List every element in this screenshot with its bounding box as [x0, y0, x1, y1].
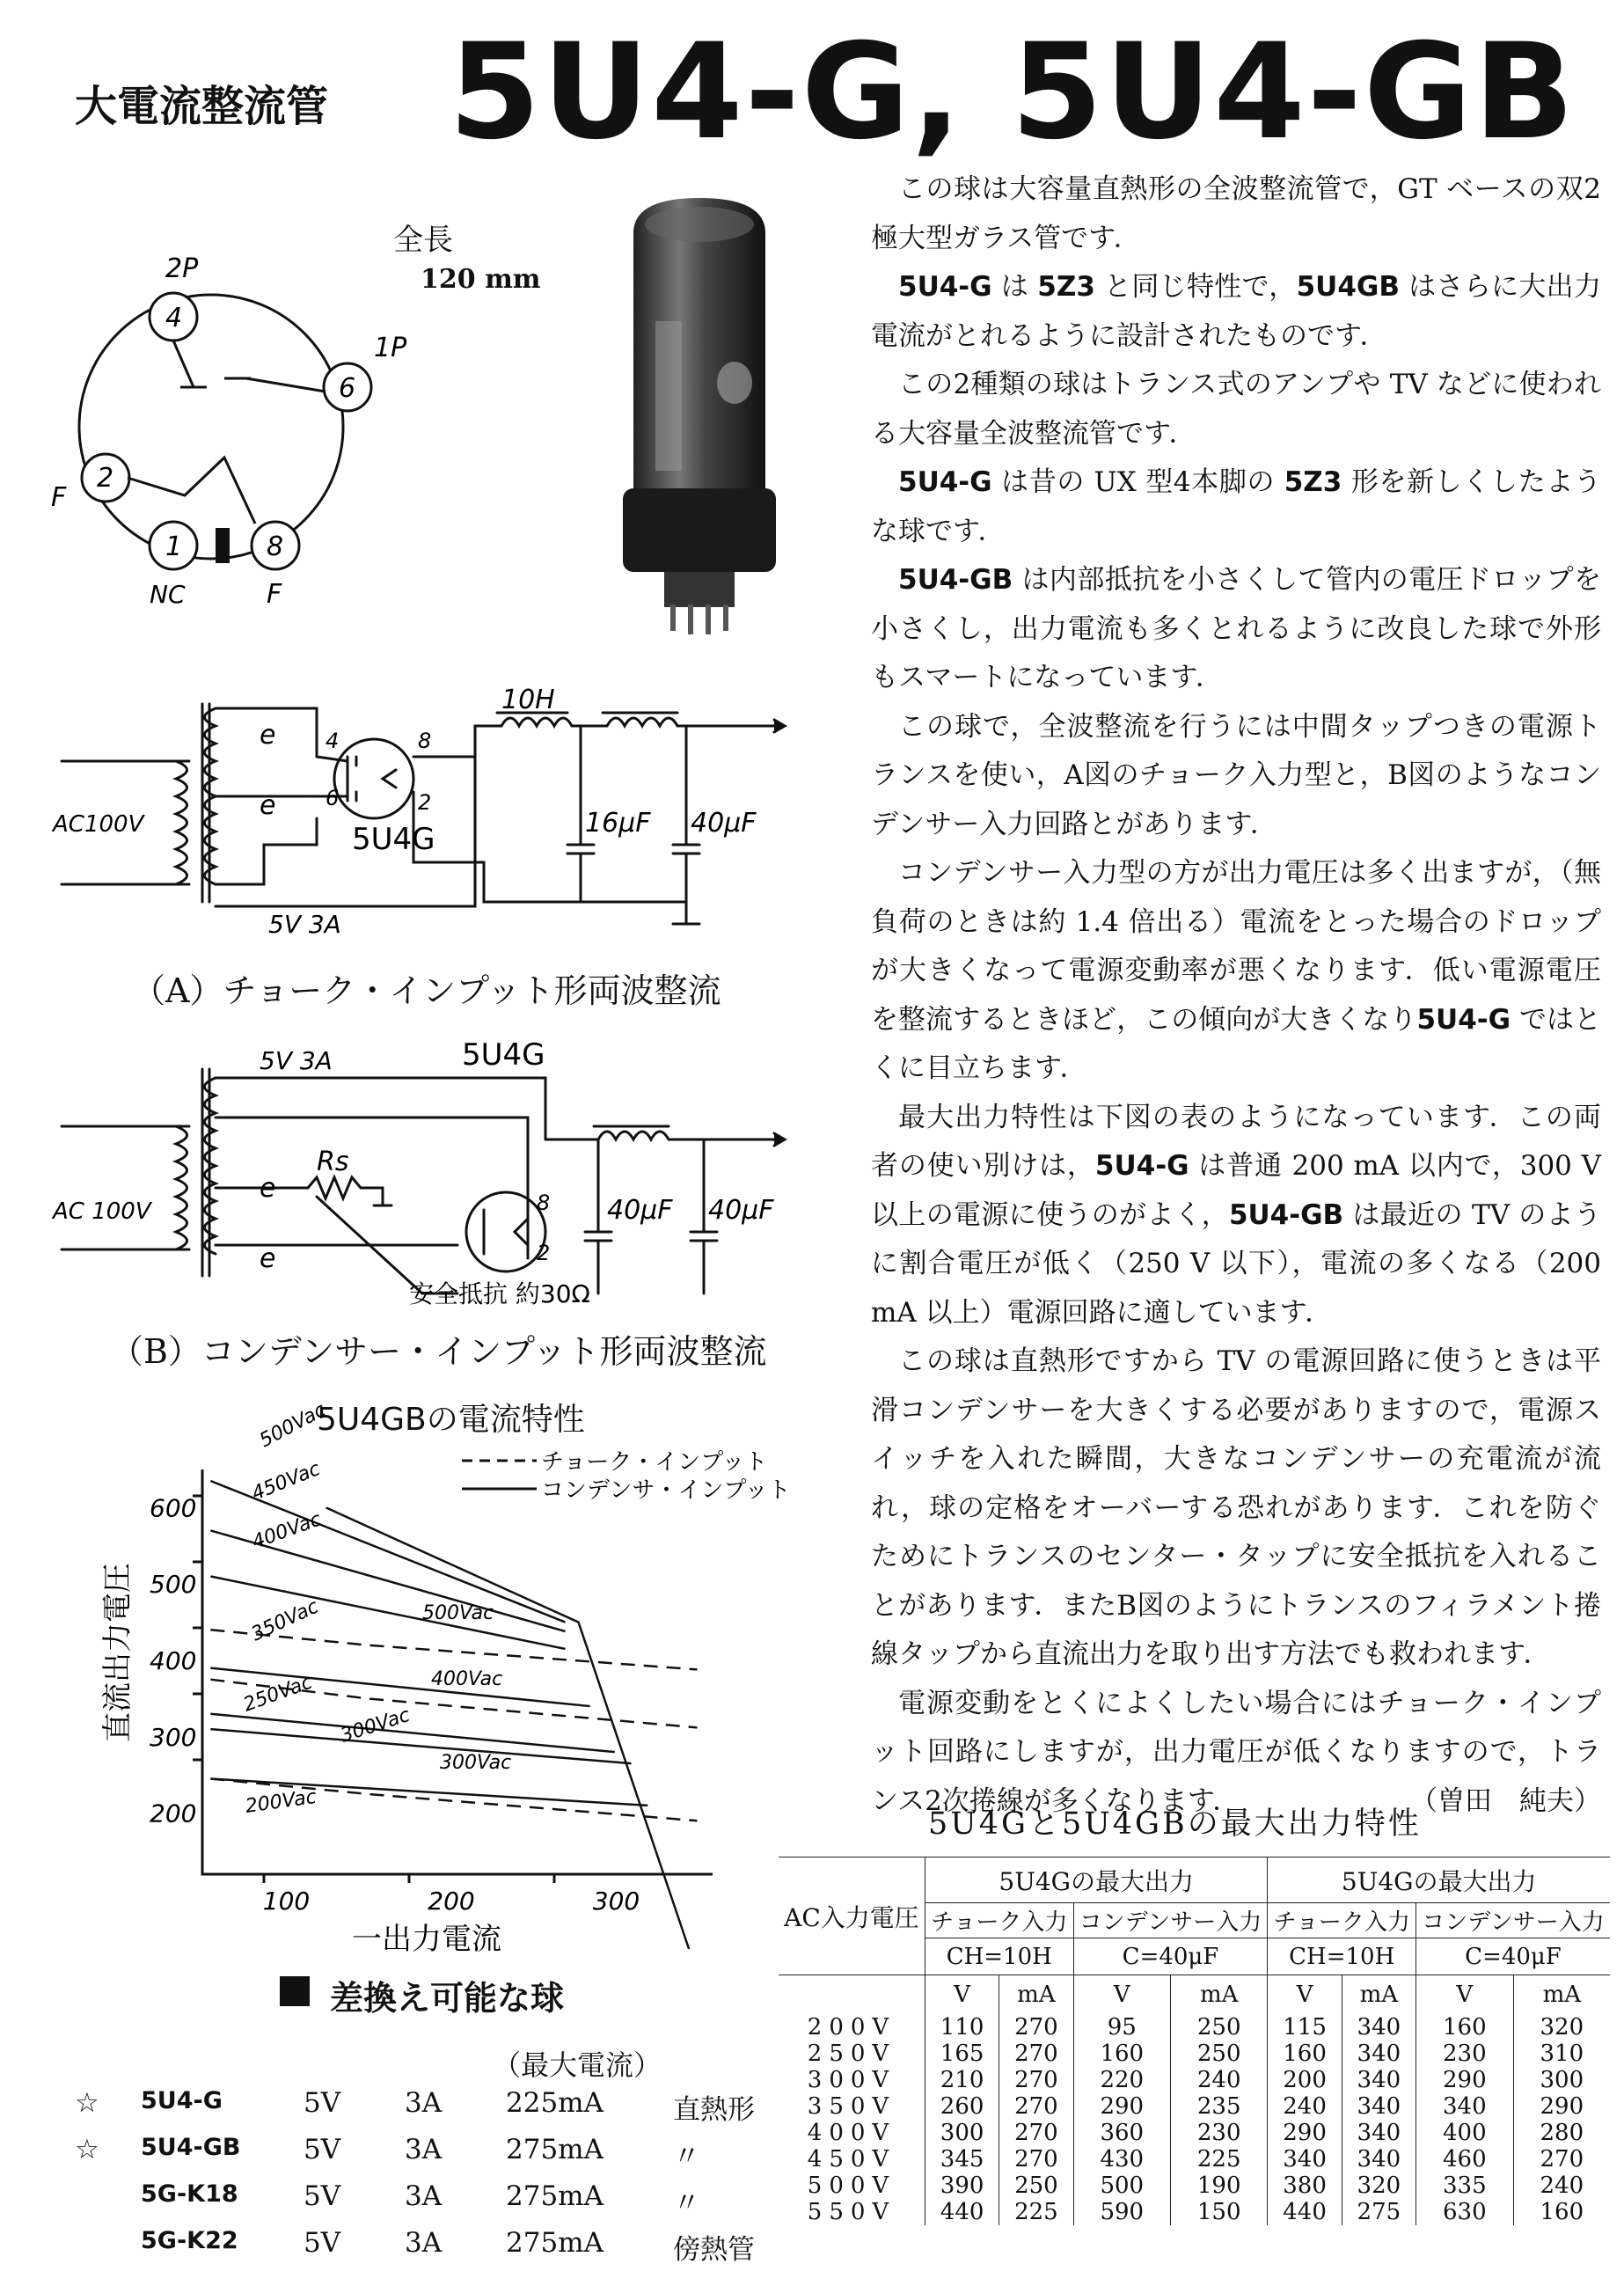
tube-photo	[607, 198, 792, 638]
circuit-a-ei2: e	[260, 790, 276, 821]
body-text	[871, 165, 1601, 1826]
body-paragraph	[871, 1337, 1601, 1680]
chart-curve-label: 400Vac	[431, 1668, 503, 1690]
table-cond-3: CH=10H	[1268, 1938, 1416, 1975]
table-cell: 160	[1268, 2041, 1342, 2067]
pin-label-2: 2	[97, 463, 114, 494]
table-row	[779, 2146, 1610, 2172]
chart-xlabel: 一出力電流	[352, 1922, 501, 1957]
substitute-v: 5V	[304, 2087, 341, 2119]
max-output-table-body	[779, 1975, 1610, 2225]
table-cell: 250V	[779, 2041, 925, 2067]
table-unit: V	[925, 1975, 999, 2014]
table-cell: 250	[999, 2172, 1073, 2199]
table-cell: 270	[999, 2067, 1073, 2093]
table-cond-1: CH=10H	[925, 1938, 1073, 1975]
table-cell: 240	[1170, 2067, 1267, 2093]
table-cell: 160	[1416, 2014, 1514, 2041]
body-paragraph	[871, 849, 1601, 1094]
table-cell: 270	[999, 2041, 1073, 2067]
category-label: 大電流整流管	[75, 82, 329, 131]
table-cell: 290	[1416, 2067, 1514, 2093]
pin-label-1: 1	[165, 531, 183, 562]
table-cell: 270	[1513, 2146, 1610, 2172]
circuit-a-ac: AC100V	[53, 811, 144, 838]
table-cell: 240	[1268, 2093, 1342, 2120]
circuit-a-ei1: e	[260, 720, 276, 751]
text-run: ではとくに目立ちます．	[871, 1003, 1601, 1084]
legend-condenser: コンデンサ・インプット	[541, 1477, 791, 1504]
table-cell: 340	[1342, 2120, 1416, 2146]
pin-label-8: 8	[267, 531, 284, 562]
table-cell: 160	[1073, 2041, 1170, 2067]
legend-choke: チョーク・インプット	[541, 1449, 768, 1476]
length-label: 全長	[393, 223, 453, 258]
substitute-note: 直熱形	[673, 2094, 755, 2126]
substitutes-heading: 差換え可能な球	[330, 1979, 565, 2018]
tube-name: 5U4-GB	[898, 564, 1013, 596]
table-unit: mA	[1513, 1975, 1610, 2014]
substitute-row	[75, 2087, 779, 2134]
table-cond-2: C=40μF	[1073, 1938, 1268, 1975]
substitute-star: ☆	[75, 2087, 99, 2119]
table-cell: 430	[1073, 2146, 1170, 2172]
chart-curve-label: 500Vac	[256, 1399, 330, 1453]
text-run: と同じ特性で，	[1094, 271, 1297, 303]
substitute-row	[75, 2180, 779, 2227]
table-cell: 450V	[779, 2146, 925, 2172]
table-cell: 550V	[779, 2199, 925, 2225]
substitute-ma: 275mA	[506, 2134, 604, 2165]
chart-series-group	[210, 1481, 697, 1949]
text-run: コンデンサー入力型の方が出力電圧は多く出ますが，（無負荷のときは約 1.4 倍出る）電流をとった場合のドロップが大きくなって電源変動率が悪くなります．低い電源電圧を整流するときほど，この傾向が大きくなり	[871, 857, 1601, 1036]
table-cell: 360	[1073, 2120, 1170, 2146]
pin-diagram	[35, 251, 405, 620]
chart-curve-label: 300Vac	[338, 1704, 413, 1747]
table-row	[779, 2093, 1610, 2120]
chart-curve-label: 400Vac	[249, 1508, 325, 1554]
table-cell: 380	[1268, 2172, 1342, 2199]
table-cell: 250	[1170, 2041, 1267, 2067]
table-cell: 275	[1342, 2199, 1416, 2225]
table-cell: 500V	[779, 2172, 925, 2199]
table-cell: 225	[999, 2199, 1073, 2225]
circuit-b-heater: 5V 3A	[260, 1046, 333, 1075]
table-cell	[779, 1975, 925, 2014]
substitute-ma: 225mA	[506, 2087, 604, 2119]
text-run: 形を新しくしたような球です．	[871, 466, 1601, 547]
pin-label-nc: NC	[150, 580, 186, 609]
text-run: この球は大容量直熱形の全波整流管で，GT ベースの双2極大型ガラス管です．	[871, 173, 1601, 254]
substitute-a: 3A	[405, 2087, 443, 2119]
substitute-name: 5U4-GB	[141, 2134, 241, 2161]
table-cell: 230	[1416, 2041, 1514, 2067]
body-paragraph	[871, 703, 1601, 850]
table-cell: 340	[1268, 2146, 1342, 2172]
substitute-a: 3A	[405, 2134, 443, 2165]
circuit-b-tube: 5U4G	[462, 1037, 545, 1073]
table-cell: 400V	[779, 2120, 925, 2146]
table-row	[779, 2067, 1610, 2093]
table-row	[779, 2199, 1610, 2225]
substitute-a: 3A	[405, 2227, 443, 2259]
pin-label-6: 6	[339, 373, 356, 404]
table-unit: mA	[999, 1975, 1073, 2014]
substitute-a: 3A	[405, 2180, 443, 2212]
heading-square-icon	[280, 1976, 310, 2006]
circuit-b-safety: 安全抵抗 約30Ω	[409, 1279, 590, 1308]
substitute-row	[75, 2227, 779, 2274]
table-cell: 290	[1513, 2093, 1610, 2120]
table-cell: 460	[1416, 2146, 1514, 2172]
tube-name: 5U4-GB	[1228, 1198, 1344, 1231]
table-cell: 500	[1073, 2172, 1170, 2199]
chart-curve-label: 300Vac	[440, 1752, 512, 1774]
table-cell: 335	[1416, 2172, 1514, 2199]
table-cell: 340	[1342, 2093, 1416, 2120]
chart-curve-label: 500Vac	[422, 1602, 494, 1624]
chart-title: 5U4GBの電流特性	[317, 1402, 585, 1438]
table-cell: 270	[999, 2146, 1073, 2172]
table-row	[779, 2014, 1610, 2041]
circuit-b-caption: （B）コンデンサー・インプット形両波整流	[110, 1332, 767, 1371]
tube-name: 5U4-G	[1416, 1003, 1511, 1036]
body-paragraph	[871, 1094, 1601, 1338]
table-cell: 320	[1513, 2014, 1610, 2041]
table-cell: 340	[1342, 2067, 1416, 2093]
text-run: はさらに大出力電流がとれるように設計されたものです．	[871, 271, 1601, 352]
chart-y-tick: 400	[150, 1645, 197, 1675]
max-output-table-container	[779, 1857, 1610, 2225]
chart-ylabel: 直流出力電圧	[100, 1563, 135, 1742]
circuit-a-cap2: 40μF	[691, 808, 757, 839]
chart-curve-label: 350Vac	[247, 1595, 323, 1646]
text-run: は最近の TV のように割合電圧が低く（250 V 以下），電流の多くなる（200 mA 以上）電源回路に適しています．	[871, 1198, 1601, 1329]
text-run: は	[991, 271, 1038, 303]
page-title: 5U4-G, 5U4-GB	[449, 16, 1576, 169]
text-run: は昔の UX 型4本脚の	[991, 466, 1284, 498]
table-cell: 300	[925, 2120, 999, 2146]
table-row	[779, 2041, 1610, 2067]
table-cell: 320	[1342, 2172, 1416, 2199]
text-run: この2種類の球はトランス式のアンプや TV などに使われる大容量全波整流管です．	[871, 369, 1601, 450]
circuit-a-tube: 5U4G	[352, 822, 435, 857]
table-cell: 240	[1513, 2172, 1610, 2199]
table-unit: mA	[1342, 1975, 1416, 2014]
body-paragraph	[871, 458, 1601, 556]
chart-x-tick: 200	[428, 1887, 475, 1916]
table-cell: 210	[925, 2067, 999, 2093]
table-cell: 250	[1170, 2014, 1267, 2041]
table-cell: 590	[1073, 2199, 1170, 2225]
table-cell: 290	[1268, 2120, 1342, 2146]
text-run: 最大出力特性は下図の表のようになっています．この両者の使い別けは，	[871, 1101, 1601, 1182]
table-cell: 340	[1342, 2014, 1416, 2041]
table-cell: 160	[1513, 2199, 1610, 2225]
circuit-a-pin8: 8	[418, 729, 432, 753]
table-sub-2: コンデンサー入力	[1073, 1903, 1268, 1938]
circuit-b-pin8: 8	[537, 1191, 551, 1215]
tube-name: 5U4-G	[1094, 1150, 1189, 1182]
table-title: 5U4Gと5U4GBの最大出力特性	[928, 1806, 1422, 1842]
circuit-a-choke: 10H	[501, 685, 555, 715]
chart-y-tick: 600	[150, 1493, 197, 1523]
substitute-note: 〃	[673, 2187, 700, 2219]
table-cell: 110	[925, 2014, 999, 2041]
body-paragraph	[871, 165, 1601, 263]
substitute-note: 〃	[673, 2141, 700, 2172]
pin-label-2p: 2P	[165, 253, 199, 284]
table-cell: 390	[925, 2172, 999, 2199]
circuit-b-ei2: e	[260, 1243, 276, 1274]
circuit-a-schematic	[53, 686, 809, 950]
substitute-note: 傍熱管	[673, 2234, 755, 2266]
tube-name: 5U4GB	[1296, 271, 1400, 303]
circuit-a-caption: （A）チョーク・インプット形両波整流	[132, 971, 721, 1010]
table-corner: AC入力電圧	[779, 1857, 925, 1975]
table-cell: 220	[1073, 2067, 1170, 2093]
body-paragraph	[871, 556, 1601, 703]
max-current-label: （最大電流）	[493, 2048, 662, 2082]
table-cell: 115	[1268, 2014, 1342, 2041]
tube-name: 5U4-G	[898, 466, 992, 498]
table-cell: 200V	[779, 2014, 925, 2041]
pin-label-f-right: F	[267, 579, 282, 610]
table-unit-row	[779, 1975, 1610, 2014]
table-cell: 300	[1513, 2067, 1610, 2093]
chart-y-tick: 200	[150, 1799, 197, 1828]
text-run: この球は直熱形ですから TV の電源回路に使うときは平滑コンデンサーを大きくする必要がありますので，電源スイッチを入れた瞬間，大きなコンデンサーの充電流が流れ，球の定格をオーバーする恐れがあります．これを防ぐためにトランスのセンター・タップに安全抵抗を入れることがあります．またB図のようにトランスのフィラメント捲線タップから直流出力を取り出す方法でも救われます．	[871, 1345, 1601, 1670]
substitute-ma: 275mA	[506, 2180, 604, 2212]
circuit-b-pin2: 2	[537, 1241, 551, 1265]
body-paragraph	[871, 361, 1601, 458]
substitute-name: 5G-K18	[141, 2180, 238, 2208]
substitute-v: 5V	[304, 2134, 341, 2165]
table-cell: 440	[1268, 2199, 1342, 2225]
table-cell: 630	[1416, 2199, 1514, 2225]
substitute-row	[75, 2134, 779, 2180]
table-row	[779, 2172, 1610, 2199]
pin-label-1p: 1P	[374, 333, 407, 363]
table-cell: 270	[999, 2014, 1073, 2041]
table-cell: 400	[1416, 2120, 1514, 2146]
table-sub-3: チョーク入力	[1268, 1903, 1416, 1938]
substitute-v: 5V	[304, 2227, 341, 2259]
table-cell: 340	[1342, 2041, 1416, 2067]
max-output-table	[779, 1857, 1610, 2225]
pin-label-4: 4	[165, 303, 183, 333]
table-group-1: 5U4Gの最大出力	[925, 1857, 1267, 1903]
table-cell: 235	[1170, 2093, 1267, 2120]
substitutes-list	[75, 2087, 779, 2274]
pin-label-f-left: F	[51, 482, 67, 513]
chart-curve-label: 250Vac	[240, 1671, 316, 1717]
text-run: は内部抵抗を小さくして管内の電圧ドロップを小さくし，出力電流も多くとれるように改良した球で外形もスマートになっています．	[871, 564, 1601, 693]
chart-x-tick: 300	[592, 1887, 640, 1916]
table-cell: 165	[925, 2041, 999, 2067]
table-sub-4: コンデンサー入力	[1416, 1903, 1611, 1938]
table-unit: mA	[1170, 1975, 1267, 2014]
chart-legend	[462, 1449, 791, 1504]
circuit-b-ei1: e	[260, 1173, 276, 1204]
table-cell: 95	[1073, 2014, 1170, 2041]
table-unit: V	[1073, 1975, 1170, 2014]
table-cell: 310	[1513, 2041, 1610, 2067]
table-unit: V	[1268, 1975, 1342, 2014]
table-cell: 270	[999, 2093, 1073, 2120]
substitute-name: 5G-K22	[141, 2227, 238, 2254]
table-cell: 270	[999, 2120, 1073, 2146]
table-cell: 340	[1342, 2146, 1416, 2172]
chart-y-tick: 300	[150, 1722, 197, 1752]
substitute-v: 5V	[304, 2180, 341, 2212]
chart-curve-label: 200Vac	[244, 1785, 318, 1818]
tube-name: 5Z3	[1284, 466, 1342, 498]
text-run: は普通 200 mA 以内で，300 V以上の電源に使うのがよく，	[871, 1150, 1601, 1231]
substitute-star: ☆	[75, 2134, 99, 2165]
circuit-a-pin6: 6	[326, 786, 340, 810]
table-cell: 280	[1513, 2120, 1610, 2146]
chart-y-tick: 500	[150, 1570, 197, 1600]
table-cell: 290	[1073, 2093, 1170, 2120]
table-cell: 190	[1170, 2172, 1267, 2199]
circuit-a-cap1: 16μF	[585, 808, 651, 839]
table-cell: 345	[925, 2146, 999, 2172]
body-paragraph	[871, 263, 1601, 361]
table-cell: 225	[1170, 2146, 1267, 2172]
table-unit: V	[1416, 1975, 1514, 2014]
chart-series-line-8	[210, 1630, 697, 1669]
circuit-b-rs: Rs	[317, 1147, 349, 1177]
substitute-ma: 275mA	[506, 2227, 604, 2259]
table-cell: 150	[1170, 2199, 1267, 2225]
circuit-b-cap1: 40μF	[607, 1195, 673, 1226]
table-cell: 440	[925, 2199, 999, 2225]
chart-x-tick: 100	[262, 1887, 311, 1916]
chart-curve-label: 450Vac	[248, 1457, 324, 1506]
table-cell: 230	[1170, 2120, 1267, 2146]
table-cond-4: C=40μF	[1416, 1938, 1611, 1975]
table-sub-1: チョーク入力	[925, 1903, 1073, 1938]
tube-name: 5Z3	[1037, 271, 1095, 303]
circuit-a-pin4: 4	[326, 729, 340, 753]
table-group-2: 5U4Gの最大出力	[1268, 1857, 1610, 1903]
circuit-b-cap2: 40μF	[708, 1195, 774, 1226]
text-run: 電源変動をとくによくしたい場合にはチョーク・インプット回路にしますが，出力電圧が低くなりますので，トランス2次捲線が多くなります．	[871, 1687, 1601, 1817]
table-row	[779, 2120, 1610, 2146]
tube-name: 5U4-G	[898, 271, 992, 303]
signature: （曽田 純夫）	[1410, 1784, 1601, 1817]
text-run: この球で，全波整流を行うには中間タップつきの電源トランスを使い，A図のチョーク入力型と，B図のようなコンデンサー入力回路とがあります．	[871, 710, 1601, 840]
circuit-a-pin2: 2	[418, 790, 432, 815]
table-cell: 350V	[779, 2093, 925, 2120]
table-cell: 340	[1416, 2093, 1514, 2120]
table-cell: 200	[1268, 2067, 1342, 2093]
substitute-name: 5U4-G	[141, 2087, 223, 2114]
table-cell: 260	[925, 2093, 999, 2120]
length-value: 120 mm	[421, 264, 541, 295]
circuit-a-heater: 5V 3A	[268, 910, 341, 939]
table-cell: 300V	[779, 2067, 925, 2093]
circuit-b-schematic	[53, 1029, 809, 1320]
circuit-b-ac: AC 100V	[53, 1198, 151, 1225]
